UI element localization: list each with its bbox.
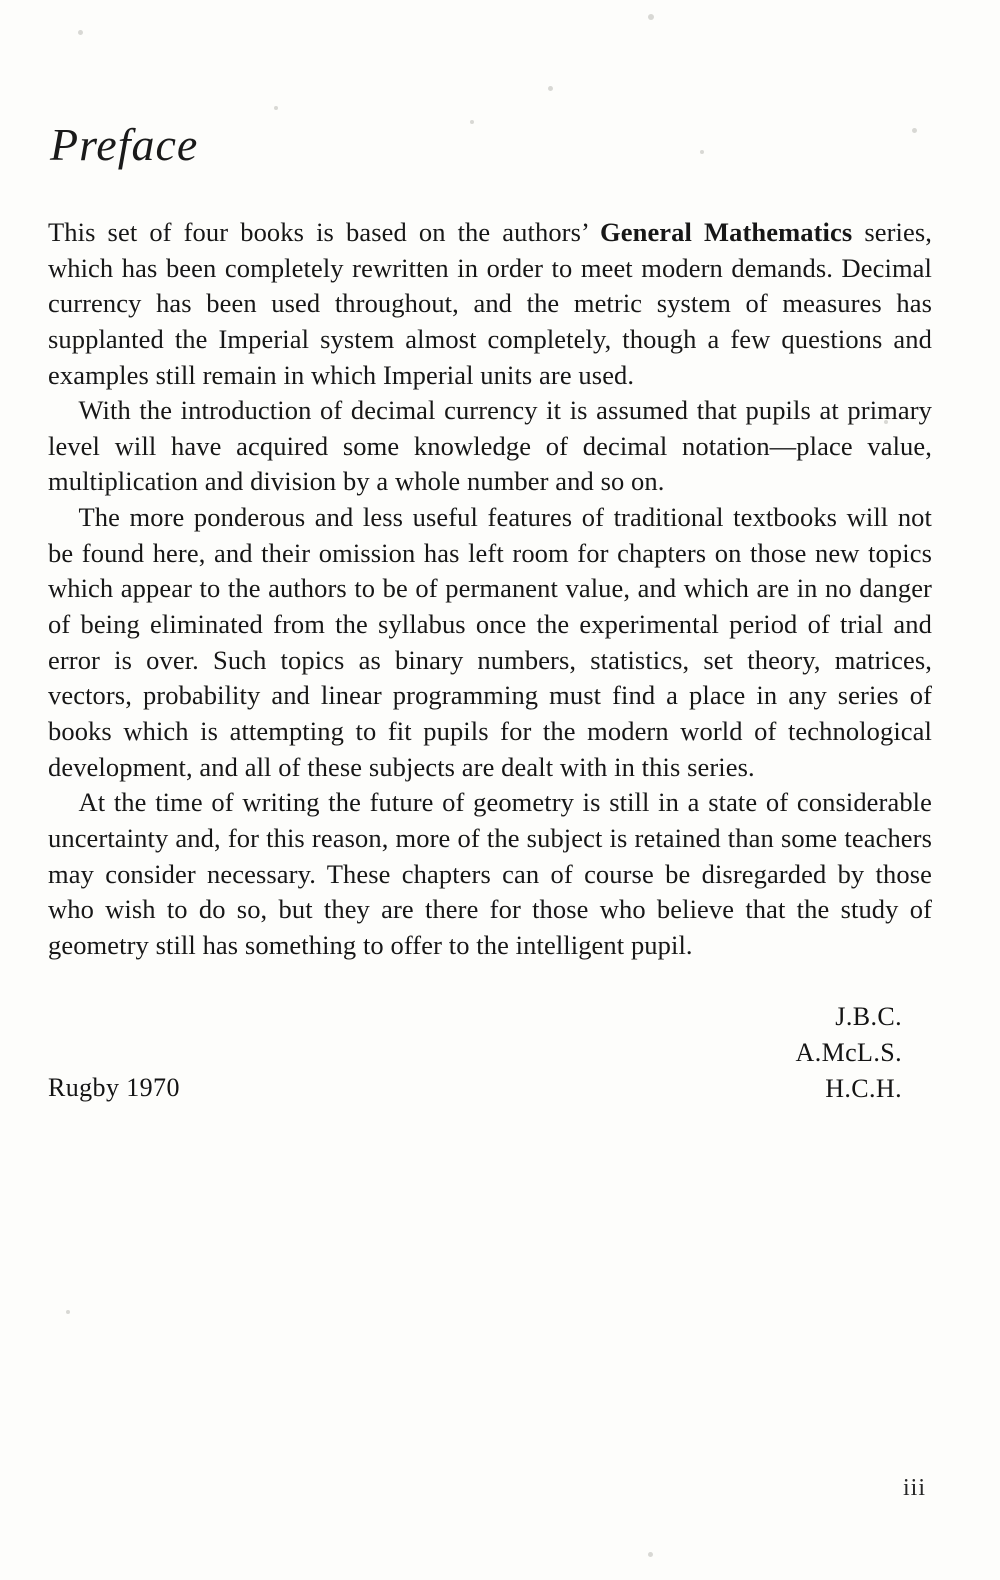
author-initial-line: A.McL.S. [795,1038,902,1068]
scan-speck [66,1310,70,1314]
signature-block [48,999,932,1119]
paragraph [48,785,932,963]
text-run: series, which has been completely rewritten in order to meet modern demands. Decimal currency has been used throughout, and the metric system of measures has supplanted the Imperial system almost completely, though a few questions and examples still remain in which Imperial units are used. [48,217,932,390]
author-initials [796,999,902,1106]
page-number: iii [902,1475,926,1501]
text-run-bold: General Mathematics [600,217,853,247]
paragraph [48,500,932,785]
author-initial-line: J.B.C. [835,1002,902,1032]
text-run: With the introduction of decimal currency it is assumed that pupils at primary level will have acquired some knowledge of decimal notation—place value, multiplication and division by a whole number and so on. [48,395,932,497]
paragraph [48,215,932,393]
place-and-date: Rugby 1970 [48,1073,180,1103]
page-title: Preface [50,119,199,170]
text-run: This set of four books is based on the authors’ [48,217,601,247]
preface-body [48,215,932,963]
author-initial-line: H.C.H. [825,1073,902,1103]
scan-speck [648,1552,653,1557]
page-content [48,0,932,1119]
text-run: The more ponderous and less useful features of traditional textbooks will not be found here, and their omission has left room for chapters on those new topics which appear to the authors to be of permanent value, and which are in no danger of being eliminated from the syllabus once the experimental period of trial and error is over. Such topics as binary numbers, statistics, set theory, matrices, vectors, probability and linear programming must find a place in any series of books which is attempting to fit pupils for the modern world of technological development, and all of these subjects are dealt with in this series. [48,502,932,782]
paragraph [48,393,932,500]
text-run: At the time of writing the future of geometry is still in a state of considerable uncertainty and, for this reason, more of the subject is retained than some teachers may consider necessary. These chapters can of course be disregarded by those who wish to do so, but they are there for those who believe that the study of geometry still has something to offer to the intelligent pupil. [48,787,932,960]
